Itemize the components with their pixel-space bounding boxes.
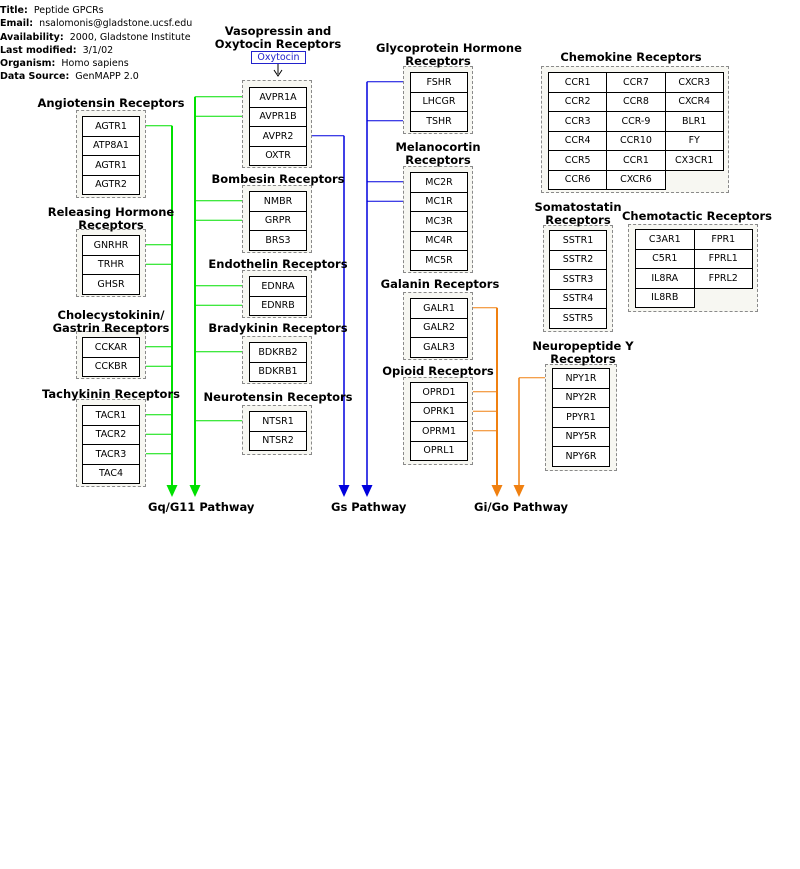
- gene-box-cxcr6[interactable]: CXCR6: [606, 170, 665, 191]
- npy-group-title: Receptors: [550, 352, 616, 366]
- gene-box-mc3r[interactable]: MC3R: [410, 211, 468, 232]
- gene-box-ccr1[interactable]: CCR1: [548, 72, 607, 93]
- gene-box-gnrhr[interactable]: GNRHR: [82, 235, 140, 256]
- cholecystokinin-group-title: Cholecystokinin/: [57, 308, 165, 322]
- metadata-label: Data Source:: [0, 71, 70, 83]
- pathway-label-gs: Gs Pathway: [331, 500, 407, 514]
- endothelin-group-title: Endothelin Receptors: [208, 257, 348, 271]
- gene-box-tacr2[interactable]: TACR2: [82, 425, 140, 446]
- gene-box-ccr7[interactable]: CCR7: [606, 72, 665, 93]
- gene-box-ntsr2[interactable]: NTSR2: [249, 431, 307, 452]
- metadata-label: Title:: [0, 5, 28, 16]
- cholecystokinin-group-title: Gastrin Receptors: [52, 321, 170, 335]
- gene-box-mc5r[interactable]: MC5R: [410, 250, 468, 271]
- gene-box-cxcr3[interactable]: CXCR3: [665, 72, 724, 93]
- gene-box-fy[interactable]: FY: [665, 131, 724, 152]
- pathway-label-gq: Gq/G11 Pathway: [148, 500, 255, 514]
- gene-box-c3ar1[interactable]: C3AR1: [635, 229, 695, 250]
- gene-box-agtr1[interactable]: AGTR1: [82, 116, 140, 137]
- gene-box-npy1r[interactable]: NPY1R: [552, 368, 610, 389]
- bradykinin-group-title: Bradykinin Receptors: [208, 321, 348, 335]
- gene-box-ednra[interactable]: EDNRA: [249, 276, 307, 297]
- gene-box-ccr2[interactable]: CCR2: [548, 92, 607, 113]
- gene-box-ccr10[interactable]: CCR10: [606, 131, 665, 152]
- vasopressin-group-title: Vasopressin and: [224, 24, 332, 38]
- gene-box-oprl1[interactable]: OPRL1: [410, 441, 468, 462]
- metadata-label: Email:: [0, 18, 34, 30]
- gene-box-ccr5[interactable]: CCR5: [548, 150, 607, 171]
- chemokine-group-title: Chemokine Receptors: [560, 50, 702, 64]
- gene-box-cckbr[interactable]: CCKBR: [82, 357, 140, 378]
- gene-box-ccr1[interactable]: CCR1: [606, 150, 665, 171]
- gene-box-ppyr1[interactable]: PPYR1: [552, 407, 610, 428]
- glycoprotein-group-title: Receptors: [405, 54, 471, 68]
- gene-box-sstr1[interactable]: SSTR1: [549, 230, 607, 251]
- gene-box-agtr1[interactable]: AGTR1: [82, 155, 140, 176]
- gene-box-fprl2[interactable]: FPRL2: [694, 268, 754, 289]
- gene-box-tacr3[interactable]: TACR3: [82, 444, 140, 465]
- glycoprotein-group-title: Glycoprotein Hormone: [376, 41, 522, 55]
- gene-box-cx3cr1[interactable]: CX3CR1: [665, 150, 724, 171]
- opioid-group-title: Opioid Receptors: [382, 364, 494, 378]
- gene-box-npy2r[interactable]: NPY2R: [552, 388, 610, 409]
- bombesin-group-title: Bombesin Receptors: [211, 172, 345, 186]
- oxytocin-ligand-box[interactable]: Oxytocin: [251, 51, 306, 64]
- gene-box-fpr1[interactable]: FPR1: [694, 229, 754, 250]
- gene-box-galr3[interactable]: GALR3: [410, 337, 468, 358]
- gi-arrowhead-right: [514, 485, 525, 497]
- melanocortin-group-title: Receptors: [405, 153, 471, 167]
- metadata-label: Organism:: [0, 58, 56, 70]
- metadata-value: GenMAPP 2.0: [75, 71, 139, 83]
- somatostatin-group-title: Receptors: [545, 213, 611, 227]
- gene-box-nmbr[interactable]: NMBR: [249, 191, 307, 212]
- metadata-value: Peptide GPCRs: [33, 5, 104, 16]
- metadata-value: 2000, Gladstone Institute: [69, 31, 191, 43]
- gene-box-agtr2[interactable]: AGTR2: [82, 175, 140, 196]
- gene-box-galr2[interactable]: GALR2: [410, 318, 468, 339]
- gene-box-sstr2[interactable]: SSTR2: [549, 250, 607, 271]
- gene-box-lhcgr[interactable]: LHCGR: [410, 92, 468, 113]
- gene-box-c5r1[interactable]: C5R1: [635, 249, 695, 270]
- gene-box-avpr2[interactable]: AVPR2: [249, 126, 307, 147]
- gene-box-mc2r[interactable]: MC2R: [410, 172, 468, 193]
- gene-box-grpr[interactable]: GRPR: [249, 211, 307, 232]
- gene-box-fprl1[interactable]: FPRL1: [694, 249, 754, 270]
- gene-box-il8ra[interactable]: IL8RA: [635, 268, 695, 289]
- somatostatin-group-title: Somatostatin: [534, 200, 622, 214]
- gene-box-cxcr4[interactable]: CXCR4: [665, 92, 724, 113]
- gene-box-oprk1[interactable]: OPRK1: [410, 402, 468, 423]
- gene-box-mc4r[interactable]: MC4R: [410, 231, 468, 252]
- gene-box-cckar[interactable]: CCKAR: [82, 337, 140, 358]
- gene-box-ccr3[interactable]: CCR3: [548, 111, 607, 132]
- gene-box-ccr8[interactable]: CCR8: [606, 92, 665, 113]
- gq-arrowhead-right: [190, 485, 201, 497]
- gq-arrowhead-left: [167, 485, 178, 497]
- gene-box-npy5r[interactable]: NPY5R: [552, 427, 610, 448]
- gene-box-atp8a1[interactable]: ATP8A1: [82, 136, 140, 157]
- galanin-group-title: Galanin Receptors: [380, 277, 500, 291]
- metadata-value: 3/1/02: [82, 44, 114, 56]
- gene-box-ccr6[interactable]: CCR6: [548, 170, 607, 191]
- gi-arrowhead-left: [492, 485, 503, 497]
- gene-box-tacr1[interactable]: TACR1: [82, 405, 140, 426]
- gene-box-npy6r[interactable]: NPY6R: [552, 446, 610, 467]
- vasopressin-group-title: Oxytocin Receptors: [214, 37, 342, 51]
- gene-box-sstr5[interactable]: SSTR5: [549, 308, 607, 329]
- gene-box-blr1[interactable]: BLR1: [665, 111, 724, 132]
- gs-arrowhead-left: [339, 485, 350, 497]
- gene-box-ntsr1[interactable]: NTSR1: [249, 411, 307, 432]
- gene-box-galr1[interactable]: GALR1: [410, 298, 468, 319]
- angiotensin-group-title: Angiotensin Receptors: [37, 96, 185, 110]
- gene-box-bdkrb1[interactable]: BDKRB1: [249, 362, 307, 383]
- gene-box-ghsr[interactable]: GHSR: [82, 274, 140, 295]
- releasing-group-title: Releasing Hormone: [47, 205, 175, 219]
- gene-box-sstr4[interactable]: SSTR4: [549, 289, 607, 310]
- melanocortin-group-title: Melanocortin: [395, 140, 481, 154]
- gene-box-ccr-9[interactable]: CCR-9: [606, 111, 665, 132]
- gene-box-mc1r[interactable]: MC1R: [410, 192, 468, 213]
- gene-box-avpr1b[interactable]: AVPR1B: [249, 107, 307, 128]
- tachykinin-group-title: Tachykinin Receptors: [42, 387, 180, 401]
- metadata-label: Last modified:: [0, 44, 77, 56]
- gene-box-brs3[interactable]: BRS3: [249, 230, 307, 251]
- gene-box-ednrb[interactable]: EDNRB: [249, 296, 307, 317]
- gene-box-fshr[interactable]: FSHR: [410, 72, 468, 93]
- gene-box-il8rb[interactable]: IL8RB: [635, 288, 695, 309]
- gene-box-ccr4[interactable]: CCR4: [548, 131, 607, 152]
- pathway-label-gi: Gi/Go Pathway: [474, 500, 569, 514]
- metadata-value: nsalomonis@gladstone.ucsf.edu: [39, 18, 193, 30]
- gene-box-oxtr[interactable]: OXTR: [249, 146, 307, 167]
- gs-arrowhead-right: [362, 485, 373, 497]
- gene-box-trhr[interactable]: TRHR: [82, 255, 140, 276]
- metadata-value: Homo sapiens: [61, 58, 129, 70]
- gene-box-oprd1[interactable]: OPRD1: [410, 382, 468, 403]
- gene-box-sstr3[interactable]: SSTR3: [549, 269, 607, 290]
- metadata-label: Availability:: [0, 31, 64, 43]
- releasing-group-title: Receptors: [78, 218, 144, 232]
- npy-group-title: Neuropeptide Y: [532, 339, 634, 353]
- gene-box-tshr[interactable]: TSHR: [410, 111, 468, 132]
- neurotensin-group-title: Neurotensin Receptors: [203, 390, 353, 404]
- gene-box-tac4[interactable]: TAC4: [82, 464, 140, 485]
- chemotactic-group-title: Chemotactic Receptors: [621, 209, 773, 223]
- gene-box-avpr1a[interactable]: AVPR1A: [249, 87, 307, 108]
- gene-box-bdkrb2[interactable]: BDKRB2: [249, 342, 307, 363]
- gene-box-oprm1[interactable]: OPRM1: [410, 421, 468, 442]
